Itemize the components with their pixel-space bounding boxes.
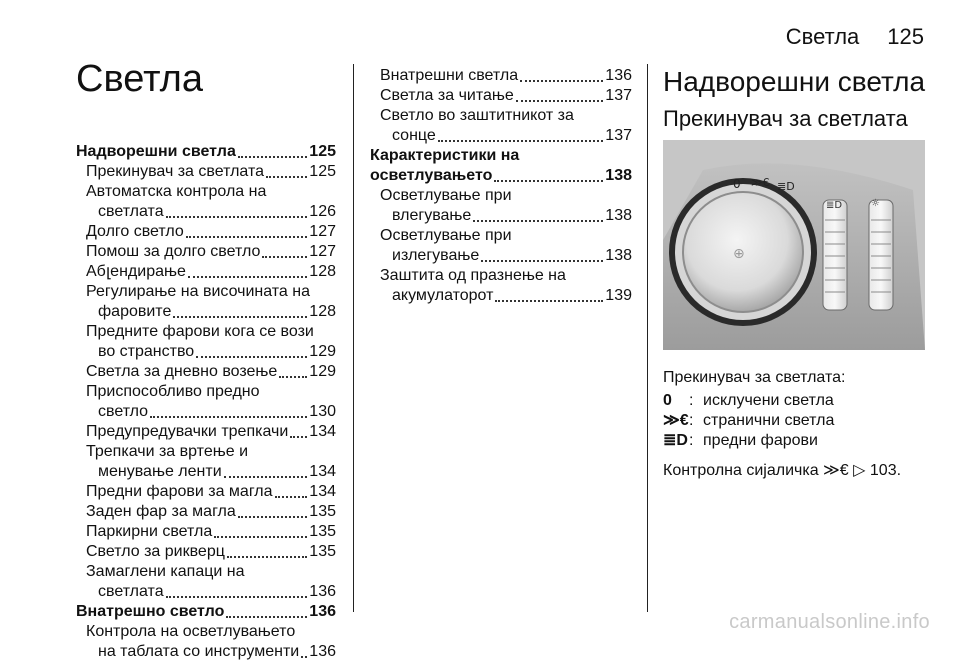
legend-symbol-icon: 0 — [663, 392, 672, 409]
toc-leader — [188, 276, 307, 278]
toc-entry-page: 129 — [309, 343, 336, 360]
toc-entry-title: Заден фар за магла — [86, 503, 236, 520]
toc-entry[interactable] — [76, 142, 336, 162]
toc-entry-title: Внатрешно светло — [76, 603, 225, 620]
toc-entry[interactable] — [370, 106, 632, 146]
toc-entry[interactable] — [370, 146, 632, 186]
toc-leader — [238, 156, 307, 158]
toc-leader — [226, 616, 307, 618]
svg-text:≣D: ≣D — [777, 180, 795, 193]
toc-entry[interactable] — [76, 262, 336, 282]
toc-entry-title: на таблата со инструменти — [98, 643, 300, 660]
toc-entry-page: 135 — [309, 543, 336, 560]
legend-text: исклучени светла — [703, 392, 834, 409]
toc-entry[interactable] — [76, 542, 336, 562]
toc-entry-title: акумулаторот — [392, 287, 494, 304]
toc-leader — [227, 556, 307, 558]
toc-entry-page: 139 — [605, 287, 632, 304]
header-title: Светла — [785, 24, 860, 49]
control-lamp-ref: ≫€ ▷ 103. — [823, 462, 902, 479]
svg-text:≣D: ≣D — [826, 200, 843, 211]
toc-entry-title: излегување — [392, 247, 480, 264]
light-switch-illustration — [663, 140, 925, 350]
toc-leader — [166, 216, 308, 218]
toc-leader — [473, 220, 603, 222]
toc-leader — [494, 180, 603, 182]
toc-entry-page: 136 — [309, 643, 336, 660]
column-divider — [353, 64, 354, 612]
toc-entry-title: Предни фарови за магла — [86, 483, 273, 500]
toc-entry-title: светлата — [98, 203, 164, 220]
toc-entry[interactable] — [76, 222, 336, 242]
toc-entry-page: 128 — [309, 303, 336, 320]
toc-entry[interactable] — [370, 226, 632, 266]
toc-entry-title: Осветлување при — [380, 187, 512, 204]
toc-entry-page: 136 — [309, 603, 336, 620]
toc-leader — [262, 256, 307, 258]
toc-entry[interactable] — [76, 162, 336, 182]
toc-entry-page: 135 — [309, 523, 336, 540]
toc-leader — [214, 536, 307, 538]
toc-entry-title: Трепкачи за вртење и — [86, 443, 249, 460]
toc-entry-title: Долго светло — [86, 223, 184, 240]
toc-entry-title: Светла за дневно возење — [86, 363, 278, 380]
toc-entry-page: 135 — [309, 503, 336, 520]
toc-leader — [150, 416, 307, 418]
column-divider — [647, 64, 648, 612]
toc-entry-page: 134 — [309, 423, 336, 440]
toc-entry-title: Внатрешни светла — [380, 67, 519, 84]
toc-leader — [438, 140, 604, 142]
toc-entry-title: сонце — [392, 127, 436, 144]
toc-entry-page: 136 — [309, 583, 336, 600]
toc-entry[interactable] — [76, 282, 336, 322]
svg-text:0: 0 — [733, 177, 741, 191]
toc-entry-page: 138 — [605, 207, 632, 224]
toc-entry[interactable] — [370, 66, 632, 86]
toc-entry-title: светлата — [98, 583, 164, 600]
toc-column-2 — [370, 66, 632, 306]
toc-entry[interactable] — [76, 322, 336, 362]
toc-entry-page: 137 — [605, 127, 632, 144]
legend-row — [663, 391, 834, 411]
switch-caption: Прекинувач за светлата: — [663, 369, 846, 386]
page-header — [36, 22, 924, 52]
toc-entry-title: Предните фарови кога се вози — [86, 323, 314, 340]
svg-text:☼: ☼ — [871, 198, 880, 209]
toc-entry-page: 138 — [605, 247, 632, 264]
toc-entry[interactable] — [370, 86, 632, 106]
legend-symbol-icon: ≣D — [663, 432, 688, 449]
toc-leader — [279, 376, 307, 378]
toc-entry-page: 137 — [605, 87, 632, 104]
toc-leader — [516, 100, 604, 102]
control-lamp-note — [663, 460, 901, 480]
svg-text:⊕: ⊕ — [733, 246, 745, 262]
toc-leader — [186, 236, 307, 238]
toc-entry-title: Абլендирање — [86, 263, 186, 280]
toc-leader — [224, 476, 308, 478]
toc-entry-title: Надворешни светла — [76, 143, 236, 160]
toc-leader — [520, 80, 603, 82]
legend-row — [663, 431, 834, 451]
toc-entry-title: светло — [98, 403, 149, 420]
toc-entry-title: Замаглени капаци на — [86, 563, 245, 580]
toc-leader — [275, 496, 308, 498]
toc-entry-page: 134 — [309, 483, 336, 500]
toc-entry-title: Предупредувачки трепкачи — [86, 423, 289, 440]
toc-entry-page: 129 — [309, 363, 336, 380]
switch-legend — [663, 391, 834, 451]
control-lamp-text: Контролна сијаличка — [663, 462, 819, 479]
toc-entry[interactable] — [370, 186, 632, 226]
toc-leader — [238, 516, 308, 518]
section-title: Надворешни светла — [663, 66, 926, 97]
toc-entry-page: 127 — [309, 223, 336, 240]
legend-colon: : — [689, 392, 694, 409]
svg-text:≫€: ≫€ — [751, 176, 770, 189]
page-number: 125 — [887, 24, 924, 49]
toc-entry[interactable] — [76, 482, 336, 502]
toc-entry[interactable] — [76, 422, 336, 442]
toc-entry-title: Светло во заштитникот за — [380, 107, 574, 124]
toc-entry-title: Автоматска контрола на — [86, 183, 267, 200]
toc-entry-page: 136 — [605, 67, 632, 84]
toc-entry[interactable] — [76, 622, 336, 662]
toc-entry-title: Карактеристики на — [370, 147, 520, 164]
toc-entry-page: 125 — [309, 163, 336, 180]
toc-entry-page: 138 — [605, 167, 632, 184]
legend-colon: : — [689, 412, 694, 429]
toc-leader — [301, 656, 307, 658]
toc-leader — [196, 356, 307, 358]
legend-row — [663, 411, 834, 431]
toc-entry-title: осветлувањето — [370, 167, 493, 184]
toc-entry[interactable] — [76, 602, 336, 622]
toc-entry[interactable] — [370, 266, 632, 306]
toc-entry[interactable] — [76, 442, 336, 482]
toc-entry-title: Паркирни светла — [86, 523, 213, 540]
toc-entry-title: Приспособливо предно — [86, 383, 260, 400]
toc-entry[interactable] — [76, 502, 336, 522]
toc-entry[interactable] — [76, 362, 336, 382]
toc-entry-title: Контрола на осветлувањето — [86, 623, 296, 640]
toc-entry-page: 128 — [309, 263, 336, 280]
toc-entry-page: 125 — [309, 143, 336, 160]
toc-leader — [173, 316, 307, 318]
legend-colon: : — [689, 432, 694, 449]
toc-leader — [266, 176, 307, 178]
toc-entry-page: 134 — [309, 463, 336, 480]
toc-entry-title: Прекинувач за светлата — [86, 163, 264, 180]
toc-entry[interactable] — [76, 562, 336, 602]
toc-entry[interactable] — [76, 522, 336, 542]
toc-leader — [495, 300, 603, 302]
toc-entry-title: Помош за долго светло — [86, 243, 261, 260]
toc-entry[interactable] — [76, 242, 336, 262]
legend-text: предни фарови — [703, 432, 818, 449]
toc-column-1 — [76, 142, 336, 662]
chapter-title: Светла — [76, 58, 203, 100]
legend-text: странични светла — [703, 412, 835, 429]
toc-entry[interactable] — [76, 382, 336, 422]
toc-entry-page: 130 — [309, 403, 336, 420]
toc-entry-title: менување ленти — [98, 463, 222, 480]
watermark: carmanualsonline.info — [729, 611, 930, 633]
toc-entry-title: влегување — [392, 207, 472, 224]
toc-entry-page: 127 — [309, 243, 336, 260]
toc-entry-title: Светла за читање — [380, 87, 514, 104]
toc-entry-title: Светло за рикверц — [86, 543, 225, 560]
toc-leader — [166, 596, 308, 598]
toc-leader — [481, 260, 603, 262]
legend-symbol-icon: ≫€ — [663, 412, 689, 429]
toc-entry-title: Заштита од празнење на — [380, 267, 566, 284]
toc-entry-title: Осветлување при — [380, 227, 512, 244]
light-switch-photo — [663, 140, 925, 350]
section-subtitle: Прекинувач за светлата — [663, 106, 908, 131]
toc-leader — [290, 436, 307, 438]
toc-entry[interactable] — [76, 182, 336, 222]
toc-entry-title: Регулирање на височината на — [86, 283, 310, 300]
toc-entry-title: во странство — [98, 343, 195, 360]
toc-entry-page: 126 — [309, 203, 336, 220]
toc-entry-title: фаровите — [98, 303, 172, 320]
